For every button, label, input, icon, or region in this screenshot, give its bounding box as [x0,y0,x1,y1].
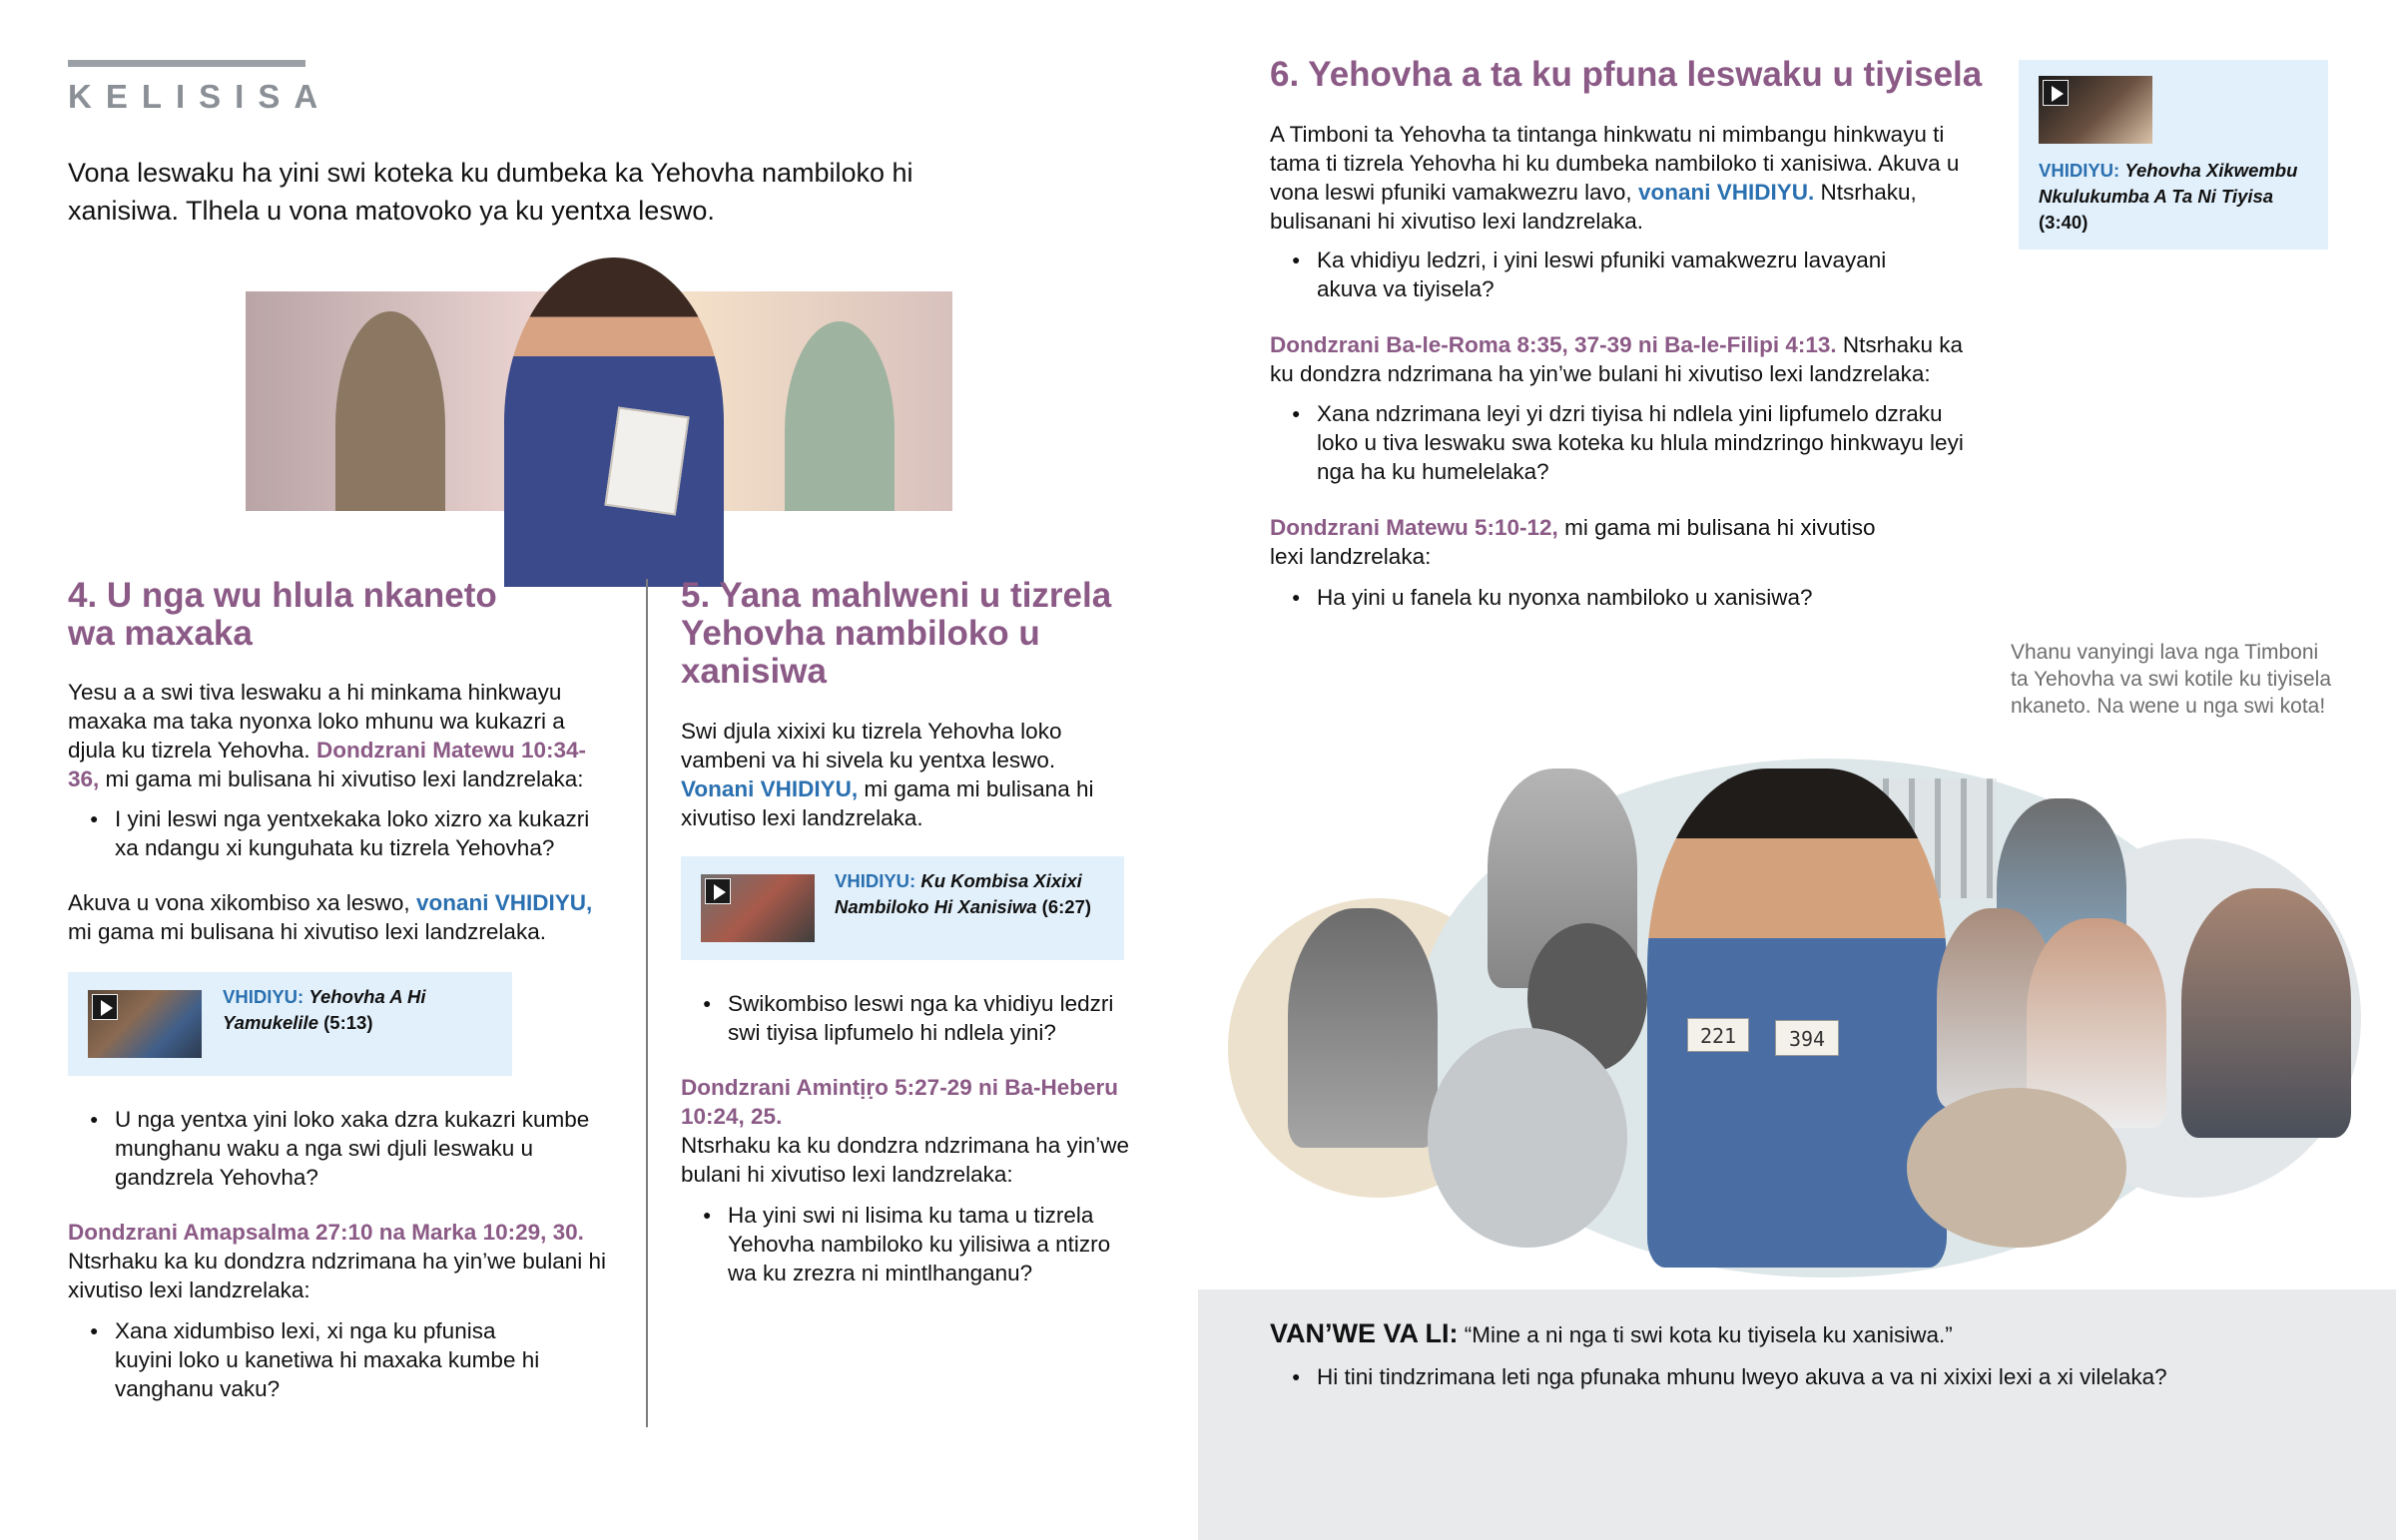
question-bullet: ● Xana ndzrimana leyi yi dzri tiyisa hi ndlela yini lipfumelo dzraku loko u tiva leswaku swa koteka ku hlula mindzringo hinkwayu leyi nga ha ku humelelaka? [1270,399,1969,486]
video-thumbnail[interactable] [701,874,815,942]
question-bullet: ● U nga yentxa yini loko xaka dzra kukazri kumbe munghanu waku a nga swi djuli leswaku u gandzrela Yehovha? [68,1105,612,1192]
play-icon[interactable] [705,878,731,904]
section6-ref1: Dondzrani Ba-le-Roma 8:35, 37-39 ni Ba-le-Filipi 4:13. Ntsrhaku ka ku dondzra ndzrimana ha yin’we bulani hi xivutiso lexi landzrelaka: [1270,332,1963,386]
section6-heading: 6. Yehovha a ta ku pfuna leswaku u tiyisela [1270,55,1983,94]
video-label: VHIDIYU: [223,986,304,1007]
question-bullet: ● Ha yini swi ni lisima ku tama u tizrela Yehovha nambiloko ku yilisiwa a ntizro wa ku zrezra ni mintlhanganu? [681,1201,1140,1287]
scripture-ref[interactable]: Dondzrani Amintịṛo 5:27-29 ni Ba-Heberu 10:24, 25. [681,1075,1118,1129]
video-title: Ku Kombisa Xixixi Nambiloko Hi Xanisiwa [835,870,1082,917]
section6-ref2: Dondzrani Matewu 5:10-12, mi gama mi bulisana hi xivutiso lexi landzrelaka: [1270,515,1876,569]
video-title: Yehovha Xikwembu Nkulukumba A Ta Ni Tiyisa [2039,160,2298,207]
section6-para1: A Timboni ta Yehovha ta tintanga hinkwatu ni mimbangu hinkwayu ti tama ti tizrela Yehovha hi ku dumbeka nambiloko ti xanisiwa. Akuva u vona leswi pfuniki vamakwezru lavo, vonani VHIDIYU. Ntsrhaku, bulisanani hi xivutiso lexi landzrelaka. [1270,122,1960,234]
portrait-man [2181,888,2351,1138]
question-bullet: ● I yini leswi nga yentxekaka loko xizro xa kukazri xa ndangu xi kunguhata ku tizrela Yehovha? [68,804,612,862]
scripture-ref[interactable]: Dondzrani Matewu 10:34-36, [68,738,586,791]
video-card[interactable] [681,856,1124,960]
play-icon[interactable] [92,994,118,1020]
video-duration: (3:40) [2039,212,2089,233]
footer-quote [1270,1317,2268,1351]
section5-para1: Swi djula xixixi ku tizrela Yehovha loko vambeni va hi sivela ku yentxa leswo. Vonani VHIDIYU, mi gama mi bulisana hi xivutiso lexi landzrelaka. [681,719,1094,830]
video-label: VHIDIYU: [835,870,916,891]
section5-ref: Dondzrani Amintịṛo 5:27-29 ni Ba-Heberu 10:24, 25. Ntsrhaku ka ku dondzra ndzrimana ha yin’we bulani hi xivutiso lexi landzrelaka: [681,1075,1129,1187]
page-title: KELISISA [68,78,332,115]
video-link[interactable]: Vonani VHIDIYU, [681,776,859,801]
video-title: Yehovha A Hi Yamukelile [223,986,426,1033]
illustration-woman-center [504,257,724,587]
scripture-ref[interactable]: Dondzrani Amapsalma 27:10 na Marka 10:29, 30. [68,1220,584,1245]
video-card[interactable] [68,972,512,1076]
intro-text: Vona leswaku ha yini swi koteka ku dumbeka ka Yehovha nambiloko hi xanisiwa. Tlhela u vona matovoko ya ku yentxa leswo. [68,158,913,226]
video-link[interactable]: vonani VHIDIYU, [415,890,593,915]
prisoner-number-badge: 221 [1687,1018,1749,1052]
video-thumbnail[interactable] [2039,76,2152,144]
section4-heading: 4. U nga wu hlula nkaneto wa maxaka [68,576,497,653]
scripture-ref[interactable]: Dondzrani Matewu 5:10-12, [1270,515,1558,540]
illustration-man [335,311,445,511]
video-link[interactable]: vonani VHIDIYU. [1637,180,1815,205]
header-rule [68,60,305,67]
question-bullet: ● Swikombiso leswi nga ka vhidiyu ledzri swi tiyisa lipfumelo hi ndlela yini? [681,989,1140,1047]
question-bullet: ● Ka vhidiyu ledzri, i yini leswi pfuniki vamakwezru lavayani akuva va tiyisela? [1270,246,1949,303]
question-bullet: ● Ha yini u fanela ku nyonxa nambiloko u xanisiwa? [1270,583,1969,612]
section4-ref2: Dondzrani Amapsalma 27:10 na Marka 10:29, 30. Ntsrhaku ka ku dondzra ndzrimana ha yin’we bulani hi xivutiso lexi landzrelaka: [68,1220,607,1302]
illustration-magazine [604,406,689,515]
section4-para2: Akuva u vona xikombiso xa leswo, vonani VHIDIYU, mi gama mi bulisana hi xivutiso lexi landzrelaka. [68,890,593,944]
video-duration: (5:13) [323,1012,373,1033]
portrait-woman [1288,908,1438,1148]
illustration-woman-right [785,321,895,511]
column-divider [646,579,648,1427]
video-card[interactable] [2019,60,2328,250]
group-photo [1428,1028,1627,1248]
play-icon[interactable] [2043,80,2069,106]
prisoner-number-badge: 394 [1775,1020,1839,1056]
group-figures [1907,1088,2126,1248]
persecution-collage [1228,759,2361,1278]
question-bullet: ● Hi tini tindzrimana leti nga pfunaka mhunu lweyo akuva a va ni xixixi lexi a xi vilelaka? [1270,1362,2318,1391]
footer-label: VAN’WE VA LI: [1270,1318,1459,1348]
question-bullet: ● Xana xidumbiso lexi, xi nga ku pfunisa kuyini loko u kanetiwa hi maxaka kumbe hi vanghanu vaku? [68,1316,547,1403]
video-thumbnail[interactable] [88,990,202,1058]
video-label: VHIDIYU: [2039,160,2120,181]
section5-heading: 5. Yana mahlweni u tizrela Yehovha nambiloko u xanisiwa [681,576,1112,691]
scripture-ref[interactable]: Dondzrani Ba-le-Roma 8:35, 37-39 ni Ba-le-Filipi 4:13. [1270,332,1837,357]
illustration-caption: Vhanu vanyingi lava nga Timboni ta Yehovha va swi kotile ku tiyisela nkaneto. Na wene u nga swi kota! [2011,641,2332,718]
section4-para1: Yesu a a swi tiva leswaku a hi minkama hinkwayu maxaka ma taka nyonxa loko mhunu wa kukazri a djula ku tizrela Yehovha. Dondzrani Matewu 10:34-36, mi gama mi bulisana hi xivutiso lexi landzrelaka: [68,680,586,791]
video-duration: (6:27) [1041,896,1092,917]
footer-quote-text: “Mine a ni nga ti swi kota ku tiyisela ku xanisiwa.” [1464,1322,1953,1347]
